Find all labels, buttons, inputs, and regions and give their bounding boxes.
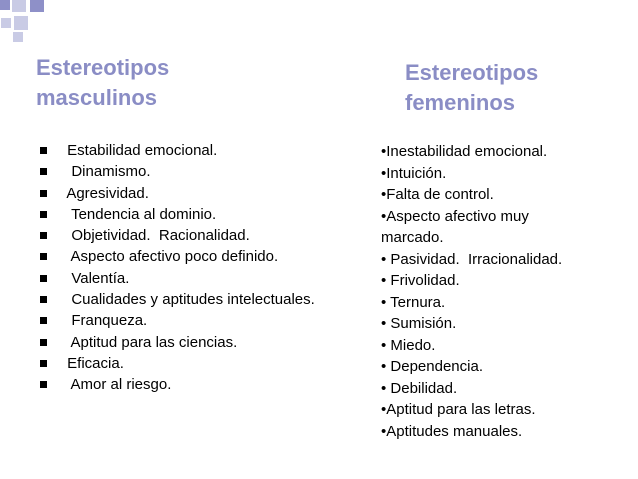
list-item-text: Aptitud para las ciencias. xyxy=(63,333,238,351)
list-item xyxy=(38,332,378,353)
square-bullet-icon xyxy=(40,168,47,175)
list-item-text: Cualidades y aptitudes intelectuales. xyxy=(63,291,315,309)
deco-square xyxy=(13,32,23,42)
list-item xyxy=(38,183,378,204)
square-bullet-icon xyxy=(40,296,47,303)
list-item-text: Objetividad. Racionalidad. xyxy=(63,227,250,245)
list-item xyxy=(38,204,378,225)
list-item-text: Estabilidad emocional. xyxy=(63,142,218,159)
list-item xyxy=(38,268,378,289)
title-left-line2: masculinos xyxy=(36,85,158,110)
deco-square xyxy=(0,0,10,10)
list-item: •Falta de control. xyxy=(381,186,494,203)
square-bullet-icon xyxy=(40,381,47,388)
list-item: •Intuición. xyxy=(381,164,447,182)
list-item-text: Franqueza. xyxy=(63,312,148,330)
list-item: •Aspecto afectivo muy xyxy=(381,207,529,225)
deco-square xyxy=(30,0,44,12)
list-item: •Aptitudes manuales. xyxy=(381,422,523,440)
square-bullet-icon xyxy=(40,339,47,346)
square-bullet-icon xyxy=(40,211,47,218)
square-bullet-icon xyxy=(40,275,47,282)
list-item: marcado. xyxy=(381,229,444,246)
list-item xyxy=(38,374,378,395)
list-item: • Pasividad. Irracionalidad. xyxy=(381,250,563,268)
list-item-text: Tendencia al dominio. xyxy=(63,205,217,223)
square-bullet-icon xyxy=(40,147,47,154)
list-item-text: Dinamismo. xyxy=(63,163,151,181)
list-item: • Frivolidad. xyxy=(381,272,460,289)
list-item: • Debilidad. xyxy=(381,379,458,397)
deco-square xyxy=(12,0,26,12)
list-item: •Aptitud para las letras. xyxy=(381,401,536,418)
list-item-text: Amor al riesgo. xyxy=(63,376,172,394)
square-bullet-icon xyxy=(40,360,47,367)
square-bullet-icon xyxy=(40,190,47,197)
title-masculinos xyxy=(36,53,276,113)
title-right-line2: femeninos xyxy=(405,90,516,115)
square-bullet-icon xyxy=(40,232,47,239)
masculine-stereotypes-list xyxy=(38,140,378,396)
list-item xyxy=(38,289,378,310)
title-femeninos xyxy=(405,58,625,118)
title-left-line1: Estereotipos xyxy=(36,55,170,80)
square-bullet-icon xyxy=(40,317,47,324)
list-item xyxy=(38,353,378,374)
list-item: • Ternura. xyxy=(381,293,446,311)
list-item: • Miedo. xyxy=(381,336,436,354)
list-item-text: Eficacia. xyxy=(63,354,124,372)
list-item xyxy=(38,140,378,161)
list-item-text: Agresividad. xyxy=(63,184,149,202)
deco-square xyxy=(1,18,11,28)
title-right-line1: Estereotipos xyxy=(405,60,539,85)
feminine-stereotypes-list xyxy=(381,141,631,442)
list-item-text: Aspecto afectivo poco definido. xyxy=(63,248,279,266)
list-item xyxy=(38,310,378,331)
list-item-text: Valentía. xyxy=(63,269,130,287)
list-item xyxy=(38,161,378,182)
square-bullet-icon xyxy=(40,253,47,260)
deco-square xyxy=(14,16,28,30)
list-item xyxy=(38,246,378,267)
list-item: • Sumisión. xyxy=(381,315,457,332)
list-item xyxy=(38,225,378,246)
list-item: • Dependencia. xyxy=(381,358,483,375)
list-item: •Inestabilidad emocional. xyxy=(381,143,548,160)
